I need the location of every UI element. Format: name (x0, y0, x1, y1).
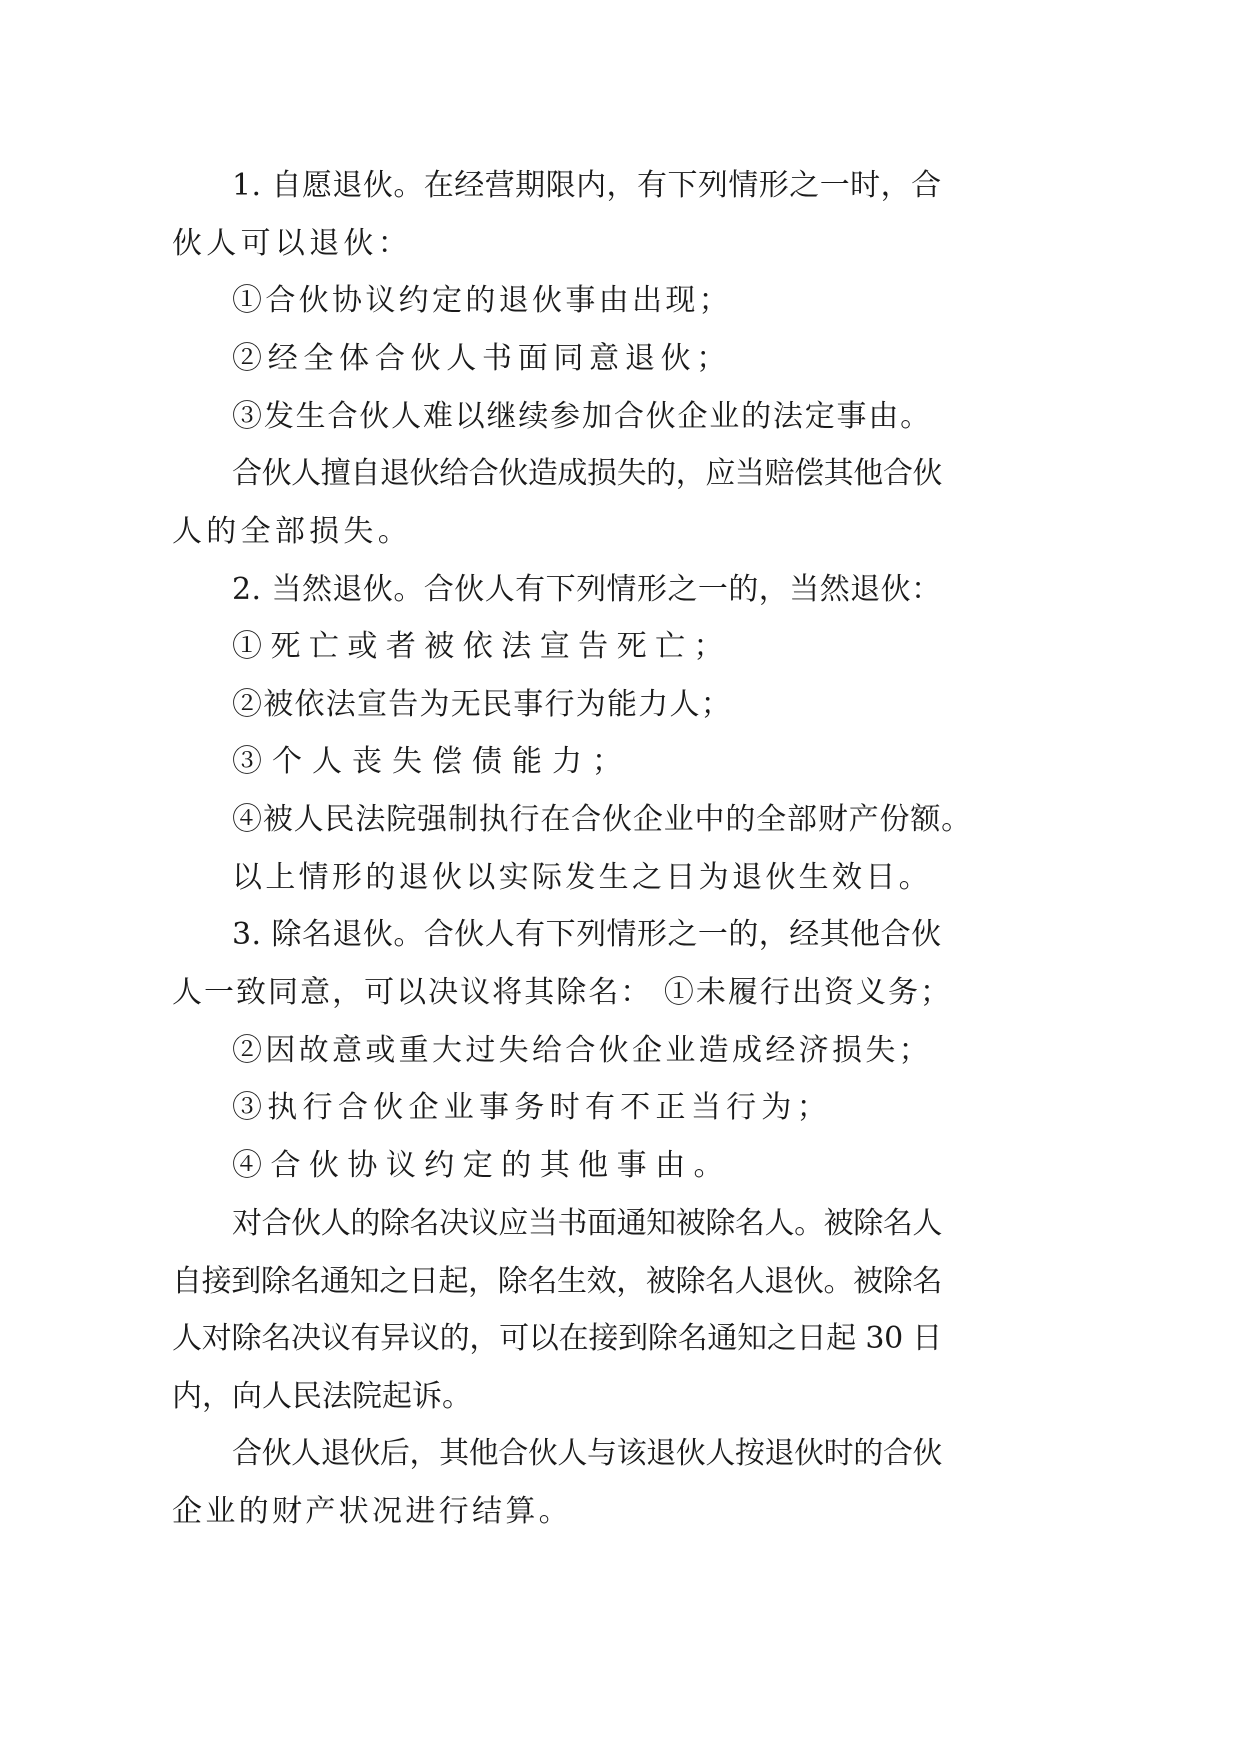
expulsion-notice-line-2: 自接到除名通知之日起，除名生效，被除名人退伙。被除名 (172, 1264, 942, 1299)
expulsion-notice-line-1: 对合伙人的除名决议应当书面通知被除名人。被除名人 (232, 1206, 942, 1241)
section-1-heading-line: 1. 自愿退伙。在经营期限内，有下列情形之一时，合 (232, 168, 942, 203)
section-3-heading-continuation: 人一致同意，可以决议将其除名： ①未履行出资义务； (172, 975, 952, 1010)
expulsion-notice-line-4: 内，向人民法院起诉。 (172, 1379, 472, 1414)
unauthorized-withdrawal-line: 合伙人擅自退伙给合伙造成损失的，应当赔偿其他合伙 (232, 456, 942, 491)
natural-item-4: ④被人民法院强制执行在合伙企业中的全部财产份额。 (232, 802, 972, 837)
expulsion-item-2: ②因故意或重大过失给合伙企业造成经济损失； (232, 1033, 932, 1068)
natural-item-2: ②被依法宣告为无民事行为能力人； (232, 687, 732, 722)
section-1-heading-continuation: 伙人可以退伙： (172, 226, 412, 261)
natural-effective-date-line: 以上情形的退伙以实际发生之日为退伙生效日。 (232, 860, 932, 895)
voluntary-item-2: ②经全体合伙人书面同意退伙； (232, 341, 732, 376)
voluntary-item-3: ③发生合伙人难以继续参加合伙企业的法定事由。 (232, 399, 932, 434)
expulsion-notice-line-3: 人对除名决议有异议的，可以在接到除名通知之日起 30 日 (172, 1321, 942, 1356)
expulsion-item-3: ③执行合伙企业事务时有不正当行为； (232, 1090, 832, 1125)
section-2-heading-line: 2. 当然退伙。合伙人有下列情形之一的，当然退伙： (232, 572, 942, 607)
section-3-heading-line: 3. 除名退伙。合伙人有下列情形之一的，经其他合伙 (232, 917, 942, 952)
settlement-line-2: 企业的财产状况进行结算。 (172, 1494, 572, 1529)
natural-item-3: ③个人丧失偿债能力； (232, 744, 632, 779)
natural-item-1: ①死亡或者被依法宣告死亡； (232, 629, 732, 664)
settlement-line-1: 合伙人退伙后，其他合伙人与该退伙人按退伙时的合伙 (232, 1436, 942, 1471)
voluntary-item-1: ①合伙协议约定的退伙事由出现； (232, 283, 732, 318)
unauthorized-withdrawal-continuation: 人的全部损失。 (172, 514, 412, 549)
expulsion-item-4: ④合伙协议约定的其他事由。 (232, 1148, 732, 1183)
